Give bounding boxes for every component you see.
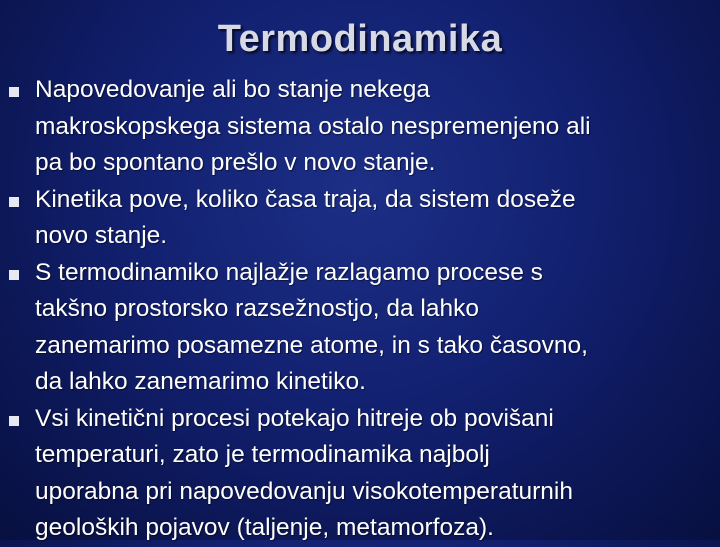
bullet-line: makroskopskega sistema ostalo nespremenjeno ali — [35, 112, 591, 140]
bullet-item — [0, 255, 720, 401]
bullet-line: uporabna pri napovedovanju visokotemperaturnih — [35, 477, 573, 505]
bullet-line: Vsi kinetični procesi potekajo hitreje ob povišani — [35, 404, 554, 432]
bullet-item — [0, 72, 720, 182]
square-bullet-icon — [9, 270, 19, 280]
bullet-line: novo stanje. — [35, 222, 168, 249]
bullet-line: Napovedovanje ali bo stanje nekega — [35, 76, 431, 103]
bullet-line: S termodinamiko najlažje razlagamo procese s — [35, 258, 543, 286]
bullet-line: pa bo spontano prešlo v novo stanje. — [35, 149, 436, 176]
bullet-item — [0, 182, 720, 255]
bullet-line: zanemarimo posamezne atome, in s tako časovno, — [35, 331, 588, 359]
bullet-line: geoloških pojavov (taljenje, metamorfoza). — [35, 514, 494, 541]
slide-title: Termodinamika — [217, 18, 503, 60]
bullet-list — [0, 72, 720, 547]
bullet-line: Kinetika pove, koliko časa traja, da sistem doseže — [35, 185, 576, 213]
square-bullet-icon — [9, 87, 19, 97]
bullet-line: da lahko zanemarimo kinetiko. — [35, 368, 366, 395]
square-bullet-icon — [9, 416, 19, 426]
bullet-line: takšno prostorsko razsežnostjo, da lahko — [35, 295, 479, 322]
bullet-line: temperaturi, zato je termodinamika najbolj — [35, 441, 490, 468]
square-bullet-icon — [9, 197, 19, 207]
bullet-item — [0, 401, 720, 547]
